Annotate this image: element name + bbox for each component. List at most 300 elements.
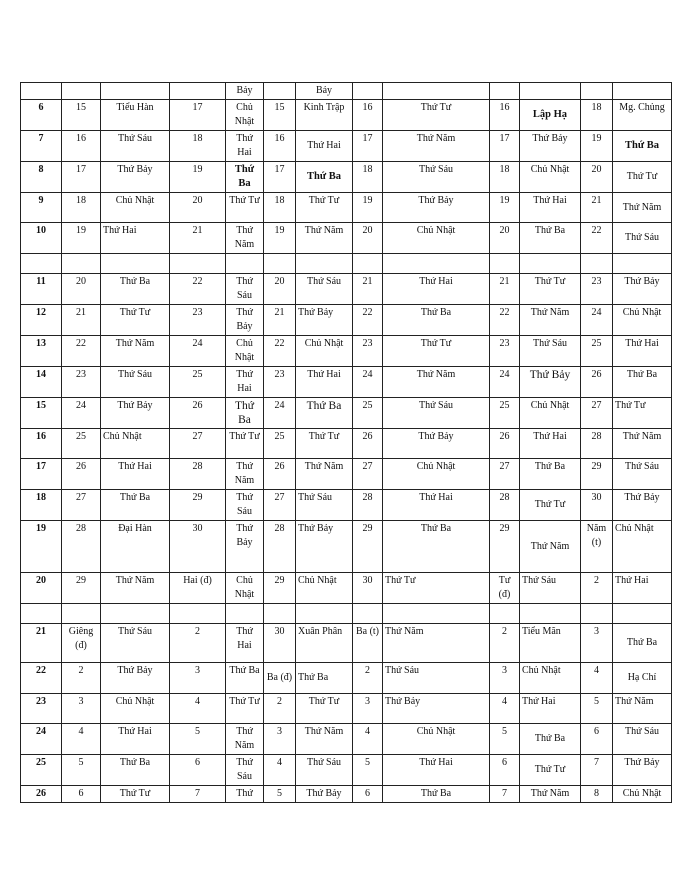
table-cell: Thứ Năm xyxy=(296,459,353,490)
table-cell: Lập Hạ xyxy=(520,100,581,131)
table-cell: Thứ Bảy xyxy=(520,131,581,162)
table-cell: 7 xyxy=(581,755,613,786)
table-cell: Thứ Năm xyxy=(613,193,672,223)
table-cell: 4 xyxy=(353,724,383,755)
table-cell: Thứ Hai xyxy=(101,223,170,254)
table-cell: Chủ Nhật xyxy=(383,724,490,755)
table-cell: Kinh Trập xyxy=(296,100,353,131)
table-cell: Thứ Hai xyxy=(520,193,581,223)
table-cell xyxy=(170,604,226,624)
table-cell: Thứ Hai xyxy=(613,573,672,604)
table-cell: 27 xyxy=(170,429,226,459)
table-cell xyxy=(383,604,490,624)
table-cell: 22 xyxy=(62,336,101,367)
table-cell: 25 xyxy=(62,429,101,459)
table-cell: 6 xyxy=(62,786,101,803)
row-number-cell xyxy=(21,254,62,274)
table-row xyxy=(21,786,672,803)
table-row xyxy=(21,223,672,254)
table-cell xyxy=(226,604,264,624)
row-number-cell: 9 xyxy=(21,193,62,223)
table-cell: 19 xyxy=(170,162,226,193)
table-cell: Thứ Ba xyxy=(296,162,353,193)
table-cell: Thứ Sáu xyxy=(296,274,353,305)
table-cell: Thứ Sáu xyxy=(101,624,170,663)
table-row xyxy=(21,367,672,398)
table-cell: Thứ Ba xyxy=(226,663,264,694)
table-cell: 18 xyxy=(170,131,226,162)
table-row xyxy=(21,459,672,490)
table-cell xyxy=(101,254,170,274)
table-cell xyxy=(581,604,613,624)
row-number-cell: 18 xyxy=(21,490,62,521)
table-cell xyxy=(581,254,613,274)
table-cell: 5 xyxy=(581,694,613,724)
table-cell: Thứ Năm xyxy=(613,694,672,724)
row-number-cell: 22 xyxy=(21,663,62,694)
table-cell: Thứ Sáu xyxy=(101,131,170,162)
table-cell: 21 xyxy=(490,274,520,305)
table-cell: 18 xyxy=(353,162,383,193)
table-cell: Thứ Ba xyxy=(520,459,581,490)
row-number-cell: 15 xyxy=(21,398,62,429)
table-cell: 25 xyxy=(581,336,613,367)
row-number-cell: 26 xyxy=(21,786,62,803)
table-cell: Thứ Bảy xyxy=(613,490,672,521)
table-cell: 29 xyxy=(264,573,296,604)
table-cell xyxy=(613,604,672,624)
table-cell: Ba (đ) xyxy=(264,663,296,694)
table-row xyxy=(21,254,672,274)
row-number-cell xyxy=(21,83,62,100)
row-number-cell: 6 xyxy=(21,100,62,131)
table-cell xyxy=(383,254,490,274)
table-cell: Thứ Năm xyxy=(226,459,264,490)
table-cell: 23 xyxy=(490,336,520,367)
table-cell: Hạ Chí xyxy=(613,663,672,694)
row-number-cell: 13 xyxy=(21,336,62,367)
table-cell: Thứ Hai xyxy=(226,367,264,398)
table-cell: Thứ Tư xyxy=(520,755,581,786)
table-cell: 28 xyxy=(62,521,101,573)
table-cell: Thứ Năm xyxy=(520,521,581,573)
table-cell: 27 xyxy=(353,459,383,490)
table-cell: Hai (đ) xyxy=(170,573,226,604)
table-cell: Thứ Năm xyxy=(383,624,490,663)
table-cell: Thứ Bảy xyxy=(296,521,353,573)
table-cell: 28 xyxy=(264,521,296,573)
table-cell: Thứ Tư xyxy=(383,100,490,131)
table-cell: Thứ Ba xyxy=(613,624,672,663)
table-cell: Thứ Tư xyxy=(296,429,353,459)
table-cell: 24 xyxy=(581,305,613,336)
table-row xyxy=(21,624,672,663)
table-cell xyxy=(520,83,581,100)
table-cell xyxy=(226,254,264,274)
table-cell: Tư (đ) xyxy=(490,573,520,604)
table-cell: 3 xyxy=(490,663,520,694)
table-cell: 28 xyxy=(490,490,520,521)
table-cell: 24 xyxy=(353,367,383,398)
table-cell: Thứ Năm xyxy=(383,367,490,398)
table-cell xyxy=(296,254,353,274)
table-cell: Giêng (đ) xyxy=(62,624,101,663)
table-cell: 27 xyxy=(264,490,296,521)
table-cell: 26 xyxy=(170,398,226,429)
table-cell: Thứ Ba xyxy=(226,398,264,429)
table-row xyxy=(21,429,672,459)
table-row xyxy=(21,521,672,573)
table-row xyxy=(21,274,672,305)
table-cell: Thứ Hai xyxy=(296,367,353,398)
table-cell: 19 xyxy=(581,131,613,162)
row-number-cell: 23 xyxy=(21,694,62,724)
table-cell xyxy=(170,83,226,100)
table-cell: 5 xyxy=(490,724,520,755)
table-cell: Thứ Tư xyxy=(383,573,490,604)
table-cell: Thứ Bảy xyxy=(101,162,170,193)
table-row xyxy=(21,398,672,429)
table-cell: Thứ Bảy xyxy=(613,274,672,305)
table-cell: 23 xyxy=(353,336,383,367)
table-cell: Thứ Hai xyxy=(383,274,490,305)
table-cell: Thứ Hai xyxy=(383,490,490,521)
table-cell: 29 xyxy=(62,573,101,604)
table-cell: 18 xyxy=(581,100,613,131)
table-cell: 24 xyxy=(490,367,520,398)
table-cell: 29 xyxy=(170,490,226,521)
table-cell: 4 xyxy=(581,663,613,694)
table-cell: 16 xyxy=(353,100,383,131)
table-cell: 17 xyxy=(264,162,296,193)
row-number-cell: 21 xyxy=(21,624,62,663)
table-cell: 3 xyxy=(264,724,296,755)
table-cell: 6 xyxy=(353,786,383,803)
table-cell: Thứ Sáu xyxy=(226,274,264,305)
table-cell: Thứ Hai xyxy=(101,459,170,490)
table-cell xyxy=(613,254,672,274)
table-cell: Thứ Ba xyxy=(101,274,170,305)
table-cell: Thứ Tư xyxy=(226,694,264,724)
table-cell: Thứ Ba xyxy=(226,162,264,193)
table-cell: 2 xyxy=(170,624,226,663)
table-cell xyxy=(383,83,490,100)
table-cell: 23 xyxy=(581,274,613,305)
table-cell: 22 xyxy=(353,305,383,336)
table-cell: 2 xyxy=(353,663,383,694)
table-cell: Thứ Bảy xyxy=(226,521,264,573)
table-cell: Thứ Sáu xyxy=(383,398,490,429)
table-cell: 23 xyxy=(170,305,226,336)
table-cell: 24 xyxy=(170,336,226,367)
table-cell: 18 xyxy=(490,162,520,193)
table-cell: 21 xyxy=(62,305,101,336)
row-number-cell: 25 xyxy=(21,755,62,786)
table-cell: 30 xyxy=(581,490,613,521)
table-cell: Thứ Sáu xyxy=(383,663,490,694)
table-cell: Thứ Tư xyxy=(226,429,264,459)
table-cell: Thứ Năm xyxy=(383,131,490,162)
table-cell: 5 xyxy=(264,786,296,803)
table-cell: 15 xyxy=(264,100,296,131)
table-cell: Thứ Tư xyxy=(101,786,170,803)
table-row xyxy=(21,100,672,131)
table-cell: Chủ Nhật xyxy=(520,162,581,193)
table-cell: Thứ Tư xyxy=(520,490,581,521)
table-cell: 29 xyxy=(353,521,383,573)
table-cell: Thứ Hai xyxy=(101,724,170,755)
table-cell: 30 xyxy=(264,624,296,663)
table-cell: Thứ Bảy xyxy=(101,663,170,694)
table-cell: Thứ Hai xyxy=(613,336,672,367)
table-cell xyxy=(581,83,613,100)
table-cell: Thứ Sáu xyxy=(520,336,581,367)
table-cell: Thứ xyxy=(226,786,264,803)
table-cell: Thứ Sáu xyxy=(296,490,353,521)
table-cell: 24 xyxy=(264,398,296,429)
table-cell: 20 xyxy=(490,223,520,254)
table-cell: Thứ Sáu xyxy=(296,755,353,786)
table-cell: Thứ Hai xyxy=(226,131,264,162)
table-cell: Chủ Nhật xyxy=(383,459,490,490)
table-cell: 5 xyxy=(62,755,101,786)
table-cell: Thứ Bảy xyxy=(101,398,170,429)
table-row xyxy=(21,724,672,755)
table-cell: Chủ Nhật xyxy=(296,573,353,604)
table-cell: Thứ Ba xyxy=(101,755,170,786)
table-cell: Thứ Bảy xyxy=(383,193,490,223)
table-cell: Thứ Năm xyxy=(101,573,170,604)
table-cell: 6 xyxy=(170,755,226,786)
table-cell: Thứ Sáu xyxy=(101,367,170,398)
table-cell: 21 xyxy=(581,193,613,223)
table-cell: Thứ Tư xyxy=(296,694,353,724)
table-cell: 4 xyxy=(62,724,101,755)
table-cell: Ba (t) xyxy=(353,624,383,663)
table-cell xyxy=(353,604,383,624)
table-cell: Thứ Sáu xyxy=(383,162,490,193)
table-cell: Thứ Hai xyxy=(383,755,490,786)
table-cell: 24 xyxy=(62,398,101,429)
table-cell: Chủ Nhật xyxy=(101,694,170,724)
table-cell: 20 xyxy=(170,193,226,223)
table-cell: Chủ Nhật xyxy=(226,100,264,131)
table-cell: 17 xyxy=(490,131,520,162)
table-cell: Thứ Ba xyxy=(613,131,672,162)
table-cell: Thứ Bảy xyxy=(520,367,581,398)
table-cell xyxy=(62,83,101,100)
table-cell: 21 xyxy=(264,305,296,336)
table-cell: 27 xyxy=(490,459,520,490)
row-number-cell: 14 xyxy=(21,367,62,398)
table-cell: 28 xyxy=(170,459,226,490)
table-cell xyxy=(62,254,101,274)
table-row xyxy=(21,131,672,162)
table-cell xyxy=(62,604,101,624)
table-cell: Thứ Ba xyxy=(520,724,581,755)
table-row xyxy=(21,694,672,724)
row-number-cell: 12 xyxy=(21,305,62,336)
table-cell: 25 xyxy=(170,367,226,398)
table-cell: 20 xyxy=(62,274,101,305)
row-number-cell xyxy=(21,604,62,624)
table-cell xyxy=(353,254,383,274)
table-cell xyxy=(353,83,383,100)
table-cell: 26 xyxy=(353,429,383,459)
table-cell: Thứ Tư xyxy=(613,162,672,193)
table-cell: Tiểu Hàn xyxy=(101,100,170,131)
table-cell: Thứ Năm xyxy=(520,786,581,803)
table-cell: 3 xyxy=(170,663,226,694)
table-cell: Tiểu Mãn xyxy=(520,624,581,663)
row-number-cell: 24 xyxy=(21,724,62,755)
table-cell: 19 xyxy=(62,223,101,254)
table-cell: Thứ Bảy xyxy=(296,305,353,336)
table-row xyxy=(21,663,672,694)
table-cell: Thứ Ba xyxy=(613,367,672,398)
table-cell: Thứ Hai xyxy=(520,429,581,459)
table-cell: 7 xyxy=(490,786,520,803)
table-cell: Thứ Năm xyxy=(520,305,581,336)
table-cell: Thứ Năm xyxy=(101,336,170,367)
table-cell: 17 xyxy=(170,100,226,131)
table-cell: 20 xyxy=(353,223,383,254)
table-cell: 3 xyxy=(353,694,383,724)
table-cell: 3 xyxy=(62,694,101,724)
table-cell: 16 xyxy=(62,131,101,162)
table-cell: 27 xyxy=(581,398,613,429)
table-cell: Chủ Nhật xyxy=(383,223,490,254)
table-cell xyxy=(490,604,520,624)
table-cell: 8 xyxy=(581,786,613,803)
table-cell: Chủ Nhật xyxy=(613,786,672,803)
table-cell: 22 xyxy=(264,336,296,367)
table-cell: 22 xyxy=(581,223,613,254)
table-cell: Chủ Nhật xyxy=(520,398,581,429)
table-cell: Thứ Bảy xyxy=(613,755,672,786)
table-cell: 5 xyxy=(353,755,383,786)
table-cell xyxy=(490,254,520,274)
table-cell: 28 xyxy=(353,490,383,521)
table-cell: 21 xyxy=(353,274,383,305)
row-number-cell: 7 xyxy=(21,131,62,162)
table-row xyxy=(21,336,672,367)
table-cell: Thứ Năm xyxy=(296,724,353,755)
table-cell: Mg. Chủng xyxy=(613,100,672,131)
table-cell: 4 xyxy=(264,755,296,786)
table-cell: 25 xyxy=(353,398,383,429)
table-cell: 23 xyxy=(62,367,101,398)
table-cell: Thứ Hai xyxy=(296,131,353,162)
table-row xyxy=(21,83,672,100)
table-cell: 2 xyxy=(264,694,296,724)
row-number-cell: 10 xyxy=(21,223,62,254)
table-cell: Chủ Nhật xyxy=(296,336,353,367)
table-cell: 23 xyxy=(264,367,296,398)
table-cell: Chủ Nhật xyxy=(613,521,672,573)
row-number-cell: 20 xyxy=(21,573,62,604)
table-cell: Thứ Sáu xyxy=(613,724,672,755)
table-cell: Chủ Nhật xyxy=(613,305,672,336)
table-cell: Thứ Ba xyxy=(296,398,353,429)
table-cell: 25 xyxy=(264,429,296,459)
row-number-cell: 17 xyxy=(21,459,62,490)
table-cell: 28 xyxy=(581,429,613,459)
table-cell: 26 xyxy=(581,367,613,398)
table-cell: 29 xyxy=(490,521,520,573)
table-cell: 6 xyxy=(581,724,613,755)
table-row xyxy=(21,604,672,624)
table-cell: Thứ Sáu xyxy=(613,223,672,254)
table-cell: 16 xyxy=(490,100,520,131)
table-cell: 15 xyxy=(62,100,101,131)
table-cell: Thứ Ba xyxy=(383,786,490,803)
table-cell: Thứ Sáu xyxy=(613,459,672,490)
table-cell: Chủ Nhật xyxy=(101,193,170,223)
table-cell: Thứ Tư xyxy=(520,274,581,305)
table-cell xyxy=(264,83,296,100)
table-cell: 7 xyxy=(170,786,226,803)
table-cell: 2 xyxy=(490,624,520,663)
table-cell: Bảy xyxy=(226,83,264,100)
table-cell: 18 xyxy=(62,193,101,223)
table-cell: 17 xyxy=(353,131,383,162)
table-cell: 6 xyxy=(490,755,520,786)
table-cell: 26 xyxy=(62,459,101,490)
table-cell xyxy=(520,254,581,274)
table-cell: 21 xyxy=(170,223,226,254)
table-cell: Thứ Ba xyxy=(296,663,353,694)
row-number-cell: 11 xyxy=(21,274,62,305)
table-cell: 27 xyxy=(62,490,101,521)
table-cell: Thứ Sáu xyxy=(226,490,264,521)
table-cell xyxy=(613,83,672,100)
table-cell: Thứ Ba xyxy=(383,521,490,573)
table-cell: Thứ Tư xyxy=(383,336,490,367)
table-cell: 5 xyxy=(170,724,226,755)
table-cell: 20 xyxy=(264,274,296,305)
table-cell: Thứ Bảy xyxy=(296,786,353,803)
table-cell: Thứ Ba xyxy=(520,223,581,254)
table-row xyxy=(21,193,672,223)
table-cell: Bảy xyxy=(296,83,353,100)
table-cell xyxy=(101,604,170,624)
table-row xyxy=(21,162,672,193)
table-cell: Chủ Nhật xyxy=(226,573,264,604)
table-cell: Thứ Sáu xyxy=(520,573,581,604)
table-cell xyxy=(101,83,170,100)
table-cell: 26 xyxy=(490,429,520,459)
table-cell: 2 xyxy=(581,573,613,604)
table-cell: Thứ Tư xyxy=(101,305,170,336)
row-number-cell: 19 xyxy=(21,521,62,573)
table-cell xyxy=(264,604,296,624)
table-cell: 29 xyxy=(581,459,613,490)
table-cell: Thứ Ba xyxy=(383,305,490,336)
table-cell: Thứ Bảy xyxy=(226,305,264,336)
table-cell: 25 xyxy=(490,398,520,429)
table-cell: 19 xyxy=(353,193,383,223)
table-cell xyxy=(490,83,520,100)
table-cell: 4 xyxy=(490,694,520,724)
table-cell: 22 xyxy=(170,274,226,305)
table-cell: 22 xyxy=(490,305,520,336)
table-cell: 16 xyxy=(264,131,296,162)
table-cell: Thứ Ba xyxy=(101,490,170,521)
table-cell: Thứ Năm xyxy=(613,429,672,459)
table-cell: 17 xyxy=(62,162,101,193)
table-cell: Thứ Bảy xyxy=(383,694,490,724)
